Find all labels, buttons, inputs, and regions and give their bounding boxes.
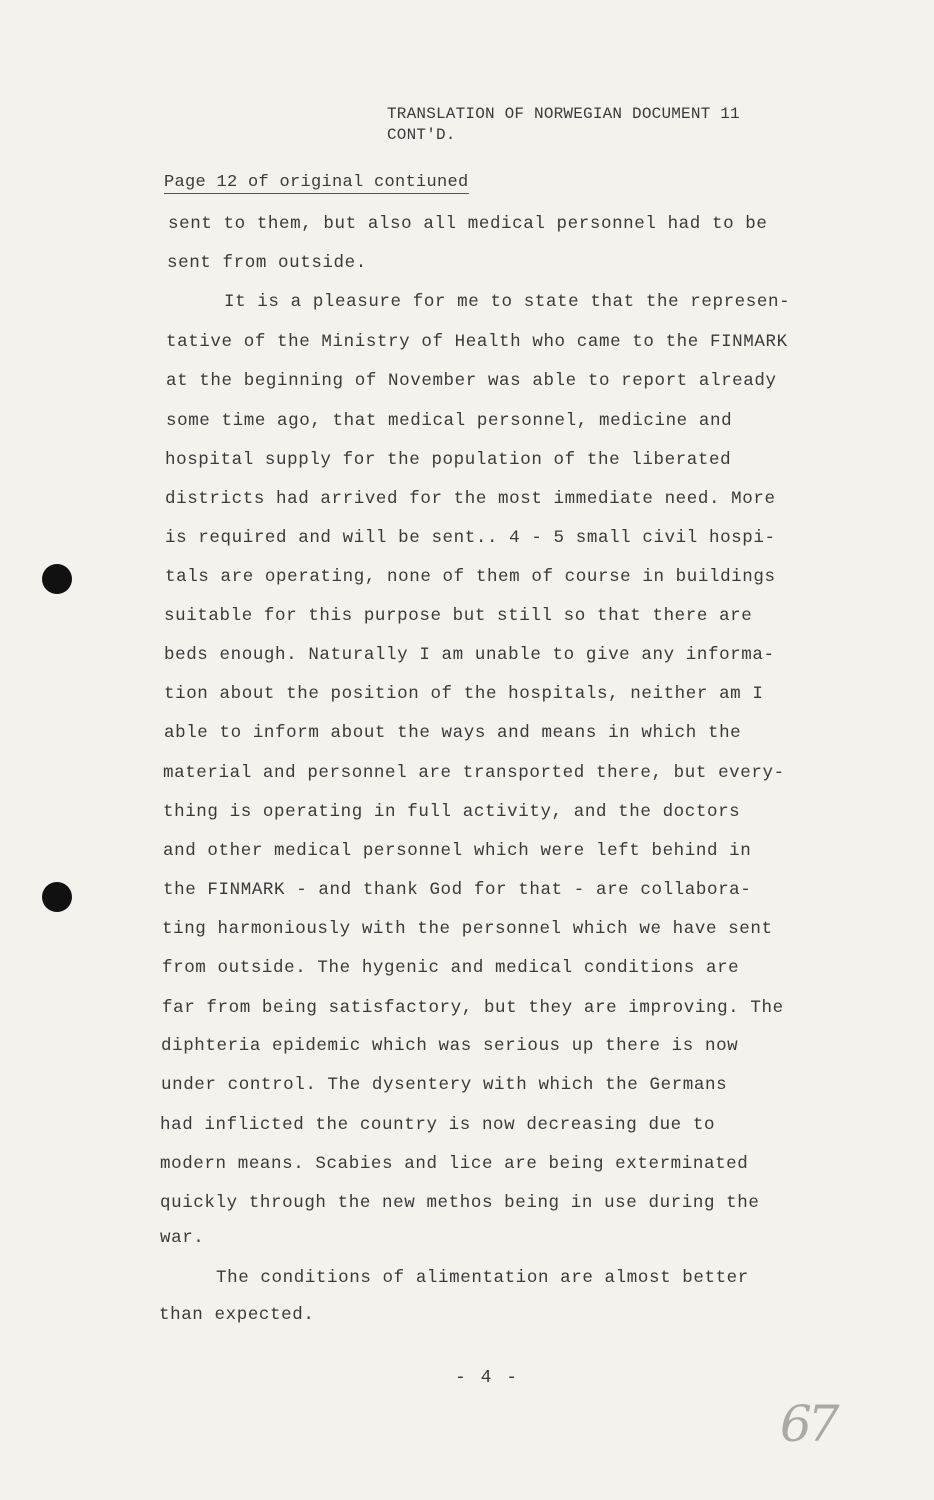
body-line: sent from outside.: [167, 253, 367, 273]
body-line: tals are operating, none of them of course in buildings: [165, 567, 776, 587]
body-line: tative of the Ministry of Health who came to the FINMARK: [166, 332, 788, 352]
page-number: - 4 -: [455, 1368, 520, 1388]
body-line: sent to them, but also all medical personnel had to be: [168, 214, 768, 234]
body-line: tion about the position of the hospitals, neither am I: [164, 684, 764, 704]
body-line: districts had arrived for the most immediate need. More: [165, 489, 776, 509]
body-line: The conditions of alimentation are almost better: [216, 1268, 749, 1288]
body-line: thing is operating in full activity, and the doctors: [163, 802, 741, 822]
body-line: from outside. The hygenic and medical conditions are: [162, 958, 740, 978]
body-line: suitable for this purpose but still so that there are: [164, 606, 753, 626]
body-line: It is a pleasure for me to state that the represen-: [224, 292, 791, 312]
body-line: under control. The dysentery with which the Germans: [161, 1075, 728, 1095]
body-line: able to inform about the ways and means in which the: [164, 723, 742, 743]
body-line: ting harmoniously with the personnel which we have sent: [162, 919, 773, 939]
body-line: modern means. Scabies and lice are being exterminated: [160, 1154, 749, 1174]
section-label: Page 12 of original contiuned: [164, 173, 469, 192]
body-line: quickly through the new methos being in use during the: [160, 1193, 760, 1213]
body-line: is required and will be sent.. 4 - 5 small civil hospi-: [165, 528, 776, 548]
body-line: at the beginning of November was able to report already: [166, 371, 777, 391]
body-line: the FINMARK - and thank God for that - are collabora-: [163, 880, 752, 900]
handwritten-folio-number: 67: [780, 1395, 836, 1453]
body-line: beds enough. Naturally I am unable to give any informa-: [164, 645, 775, 665]
body-line: and other medical personnel which were left behind in: [163, 841, 752, 861]
body-line: had inflicted the country is now decreasing due to: [160, 1115, 716, 1135]
body-line: diphteria epidemic which was serious up there is now: [161, 1036, 739, 1056]
body-line: far from being satisfactory, but they are improving. The: [162, 998, 784, 1018]
body-line: some time ago, that medical personnel, medicine and: [166, 411, 733, 431]
header-continuation: CONT'D.: [387, 126, 456, 144]
body-line: hospital supply for the population of the liberated: [165, 450, 732, 470]
header-title: TRANSLATION OF NORWEGIAN DOCUMENT 11: [387, 105, 740, 123]
body-line: material and personnel are transported there, but every-: [163, 763, 785, 783]
body-line: than expected.: [159, 1305, 315, 1325]
body-line: war.: [160, 1228, 205, 1248]
